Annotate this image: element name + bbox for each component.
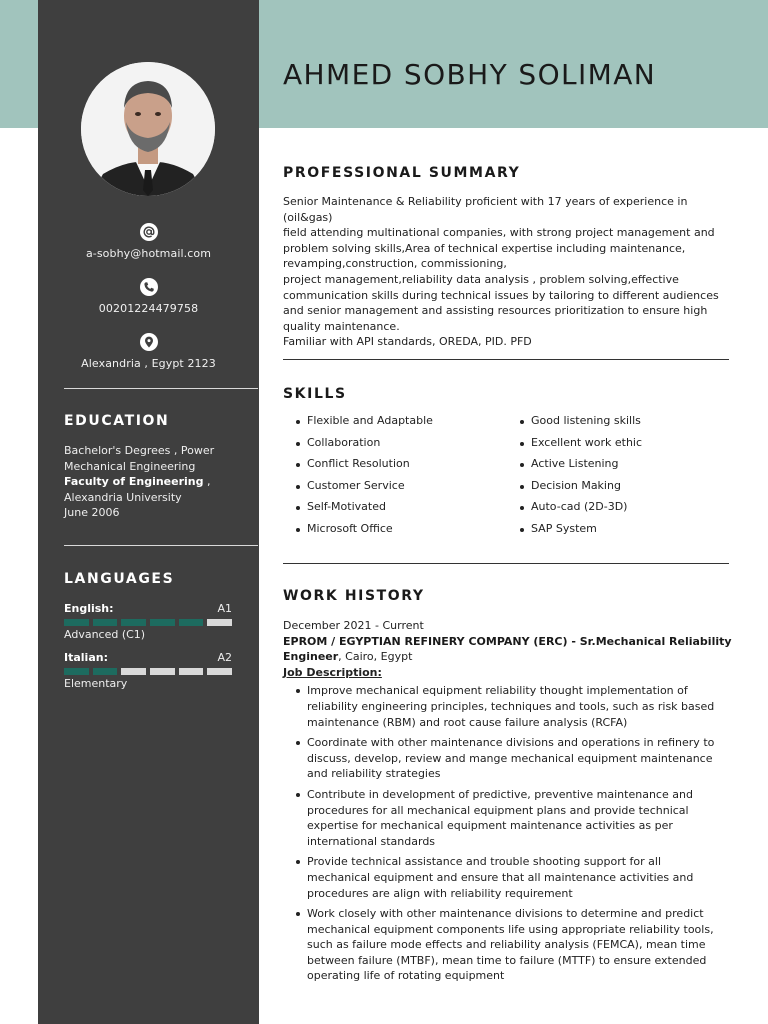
duty-item: Coordinate with other maintenance divisions and operations in refinery to discuss, develop, review and mange mechanical equipment maintenance and reliability strategies [283,735,727,782]
email-text: a-sobhy@hotmail.com [85,247,212,260]
summary-heading: PROFESSIONAL SUMMARY [283,165,521,181]
language-item-english [64,602,232,641]
degree-line: Bachelor's Degrees , Power [64,444,215,457]
level-segment-filled [179,619,204,626]
summary-line: and senior management and assisting resources prioritization to ensure high [283,304,708,318]
skill-item: Flexible and Adaptable [283,414,433,436]
company-name: EPROM / EGYPTIAN REFINERY COMPANY (ERC) [283,634,568,648]
skill-item: Customer Service [283,479,433,501]
summary-line: Senior Maintenance & Reliability proficient with 17 years of experience in (oil&gas) [283,195,688,224]
summary-line: project management,reliability data analysis , problem solving,effective [283,272,679,286]
language-description: Advanced (C1) [64,628,146,641]
language-item-italian [64,651,232,690]
faculty-suffix: , [203,475,211,488]
work-history-heading: WORK HISTORY [283,588,425,604]
skill-item: Microsoft Office [283,522,433,544]
duty-item: Contribute in development of predictive, preventive maintenance and procedures for all mechanical equipment plans and provide technical expertise for mechanical equipment maintenance activities as per international standards [283,787,727,849]
graduation-date: June 2006 [64,506,120,519]
skills-heading: SKILLS [283,386,347,402]
language-level-bar [64,619,232,626]
work-company-line [283,634,733,650]
sidebar-divider [64,388,258,389]
skill-item: Excellent work ethic [507,436,642,458]
job-title: - Sr.Mechanical Reliability [567,634,732,648]
university-name: Alexandria University [64,490,182,504]
work-title-line [283,649,733,665]
education-entry [64,443,244,521]
duty-item: Work closely with other maintenance divisions to determine and predict mechanical equipment components life using appropriate reliability tools, such as failure mode effects and reliability analysis (FEMCA), mean time between failure (MTBF), mean time to failure (MTTF) to ensure extended operating life of rotating equipment [283,906,727,984]
language-name: Italian: [64,651,108,664]
level-segment-filled [64,668,89,675]
skills-list-right [507,414,642,544]
summary-line: Familiar with API standards, OREDA, PID. PFD [283,335,532,349]
language-level: A1 [217,602,232,615]
duty-item: Provide technical assistance and trouble shooting support for all mechanical equipment and ensure that all maintenance activities and procedures are align with reliability requirement [283,854,727,901]
job-description-label: Job Description: [283,665,382,679]
degree-line: Mechanical Engineering [64,459,196,473]
faculty-name: Faculty of Engineering [64,475,204,488]
level-segment-empty [121,668,146,675]
level-segment-empty [150,668,175,675]
address-text: Alexandria , Egypt 2123 [81,357,216,370]
level-segment-filled [64,619,89,626]
skill-item: Good listening skills [507,414,642,436]
sidebar [38,0,259,1024]
level-segment-filled [121,619,146,626]
summary-line: field attending multinational companies, with strong project management and [283,226,715,240]
level-segment-empty [207,668,232,675]
section-divider [283,359,729,360]
work-dates: December 2021 - Current [283,619,424,632]
summary-line: communication skills during technical issues by tailoring to different audiences [283,288,719,302]
phone-text: 00201224479758 [98,302,199,315]
skills-list-left [283,414,433,544]
language-name: English: [64,602,114,615]
avatar [81,62,215,196]
language-description: Elementary [64,677,128,690]
contact-phone [38,278,259,315]
work-entry [283,618,733,989]
skill-item: SAP System [507,522,642,544]
summary-line: revamping,construction, commissioning, [283,257,507,271]
level-segment-filled [93,619,118,626]
summary-line: quality maintenance. [283,319,400,333]
job-title: Engineer [283,650,339,664]
education-heading: EDUCATION [64,413,170,429]
faculty-line [64,474,244,490]
skill-item: Decision Making [507,479,642,501]
contact-address [38,333,259,370]
skill-item: Self-Motivated [283,500,433,522]
at-icon [140,223,158,241]
skill-item: Collaboration [283,436,433,458]
work-location: , Cairo, Egypt [338,650,413,664]
level-segment-empty [179,668,204,675]
language-level: A2 [217,651,232,664]
sidebar-divider [64,545,258,546]
phone-icon [140,278,158,296]
skill-item: Conflict Resolution [283,457,433,479]
level-segment-filled [150,619,175,626]
contact-email [38,223,259,260]
location-pin-icon [140,333,158,351]
language-level-bar [64,668,232,675]
duties-list [283,683,733,984]
candidate-name: AHMED SOBHY SOLIMAN [283,58,657,91]
summary-text [283,194,733,350]
duty-item: Improve mechanical equipment reliability thought implementation of reliability engineering principles, techniques and tools, such as risk based maintenance (RBM) and root cause failure analysis (RCFA) [283,683,727,730]
summary-line: problem solving skills,Area of technical expertise including maintenance, [283,241,686,255]
section-divider [283,563,729,564]
skill-item: Auto-cad (2D-3D) [507,500,642,522]
level-segment-filled [93,668,118,675]
level-segment-empty [207,619,232,626]
skill-item: Active Listening [507,457,642,479]
languages-heading: LANGUAGES [64,571,175,587]
